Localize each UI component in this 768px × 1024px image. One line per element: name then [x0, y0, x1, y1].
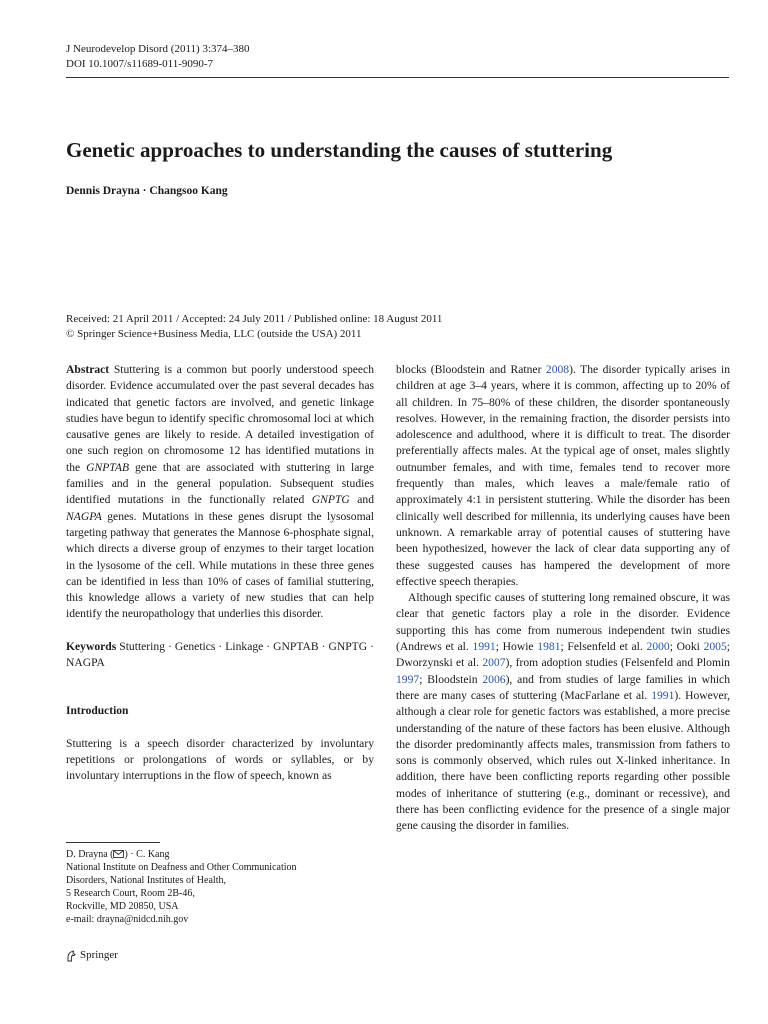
citation-link[interactable]: 1991 [472, 640, 496, 654]
citation-link[interactable]: 2007 [482, 656, 506, 670]
abstract-text-and: and [349, 493, 374, 507]
abstract-text-3: genes. Mutations in these genes disrupt the lysosomal targeting pathway that generates the Mannose 6-phosphate signal, which directs a diverse group of enzymes to their target location in the lysosome of the cell. While mutations in these three genes can be identified in less than 10% of cases of familial stuttering, this knowledge allows a variety of new studies that can help identify the neuropathology that underlies this disorder. [66, 509, 374, 621]
left-column [66, 362, 374, 785]
paragraph-2 [396, 590, 730, 834]
p2-text-e: ; Dworzynski et al. [396, 640, 730, 670]
gene-nagpa: NAGPA [66, 509, 102, 523]
p2-text-b: ; Howie [495, 640, 538, 654]
keywords-label: Keywords [66, 639, 117, 653]
citation-link[interactable]: 2000 [646, 640, 670, 654]
p2-text-d: ; Ooki [669, 640, 704, 654]
corresponding-authors [66, 848, 366, 861]
introduction-heading: Introduction [66, 705, 129, 718]
abstract-label: Abstract [66, 363, 110, 376]
received-dates: Received: 21 April 2011 / Accepted: 24 July 2011 / Published online: 18 August 2011 [66, 313, 443, 325]
paragraph-1 [396, 362, 730, 590]
right-column [396, 362, 730, 835]
author-affiliation [66, 848, 366, 926]
p2-text-c: ; Felsenfeld et al. [560, 640, 647, 654]
citation-link[interactable]: 2006 [482, 672, 506, 686]
gene-gnptg: GNPTG [311, 493, 350, 507]
abstract-text-2: gene that are associated with stuttering in large families and in the general population. Subsequent studies identified mutations in the functionally related [66, 460, 375, 507]
doi[interactable]: DOI 10.1007/s11689-011-9090-7 [66, 58, 214, 70]
abstract-text-1: Stuttering is a common but poorly understood speech disorder. Evidence accumulated over the past several decades has indicated that genetic factors are involved, and genetic linkage studies have begun to identify specific chromosomal loci at which causative genes are likely to reside. A detailed investigation of one such region on chromosome 12 has identified mutations in the [66, 363, 374, 474]
citation-link[interactable]: 1997 [396, 672, 420, 686]
p1-text-a: blocks (Bloodstein and Ratner [396, 363, 546, 376]
p2-text-g: ; Bloodstein [419, 672, 483, 686]
springer-horse-icon [66, 950, 76, 962]
address-line: 5 Research Court, Room 2B-46, [66, 888, 195, 899]
introduction-text: Stuttering is a speech disorder characterized by involuntary repetitions or prolongations of words or syllables, or by involuntary interruptions in the flow of speech, known as [66, 736, 374, 783]
keywords-text: Stuttering · Genetics · Linkage · GNPTAB · GNPTG · NAGPA [66, 639, 374, 670]
citation-link[interactable]: 1981 [537, 640, 561, 654]
affiliation-line: Disorders, National Institutes of Health, [66, 875, 226, 886]
citation-link[interactable]: 1991 [651, 688, 675, 702]
journal-header [66, 42, 250, 72]
email-line[interactable]: e-mail: drayna@nidcd.nih.gov [66, 914, 189, 925]
p2-text-h: ), and from studies of large families in which there are many cases of stuttering (MacFarlane et al. [396, 672, 730, 702]
envelope-icon[interactable] [113, 850, 124, 858]
header-rule [66, 77, 729, 78]
publisher-footer [66, 948, 118, 963]
p2-text-a: Although specific causes of stuttering long remained obscure, it was clear that genetic factors play a role in the disorder. Evidence supporting this has come from numerous independent twin studies (Andrews et al. [396, 591, 730, 654]
author-name-2: ) · C. Kang [124, 849, 170, 860]
citation-link[interactable]: 2005 [703, 640, 727, 654]
affiliation-line: National Institute on Deafness and Other Communication [66, 862, 297, 873]
journal-citation: J Neurodevelop Disord (2011) 3:374–380 [66, 43, 250, 55]
abstract [66, 362, 374, 623]
footnote-rule [66, 842, 160, 843]
p2-text-i: ). However, although a clear role for genetic factors was established, a more precise understanding of the nature of these factors has been elusive. Although the disorder predominantly affects males, transmission from fathers to sons is commonly observed, which rules out X-linked inheritance. In addition, there have been conflicting reports regarding other possible modes of inheritance of stuttering (e.g., dominant or recessive), and there has been conflicting evidence for the presence of a single major gene causing the disorder in families. [396, 688, 731, 833]
paper-title: Genetic approaches to understanding the causes of stuttering [66, 138, 613, 162]
keywords [66, 639, 374, 672]
p2-text-f: ), from adoption studies (Felsenfeld and Plomin [505, 656, 730, 670]
citation-link[interactable]: 2008 [545, 363, 570, 376]
author-name-1: D. Drayna ( [66, 849, 114, 860]
author-list: Dennis Drayna · Changsoo Kang [66, 185, 228, 197]
copyright-line: © Springer Science+Business Media, LLC (outside the USA) 2011 [66, 328, 362, 340]
p1-text-b: ). The disorder typically arises in children at age 3–4 years, where it is common, affecting up to 20% of all children. In 75–80% of these children, the disorder spontaneously resolves. However, in the remaining fraction, the disorder persists into adolescence and adulthood, where it is difficult to treat. The disorder preferentially affects males. At the typical age of onset, males slightly outnumber females, and with time, females tend to recover more frequently than males, which leaves a male/female ratio of approximately 4:1 in persistent stuttering. While the disorder has been clinically well described for millennia, its underlying causes have been unknown. A remarkable array of potential causes of stuttering have been hypothesized, however the lack of clear data supporting any of these suggested causes has hampered the development of more effective speech therapies. [396, 363, 730, 588]
publisher-name: Springer [80, 949, 118, 961]
address-line: Rockville, MD 20850, USA [66, 901, 179, 912]
gene-gnptab: GNPTAB [86, 460, 130, 474]
